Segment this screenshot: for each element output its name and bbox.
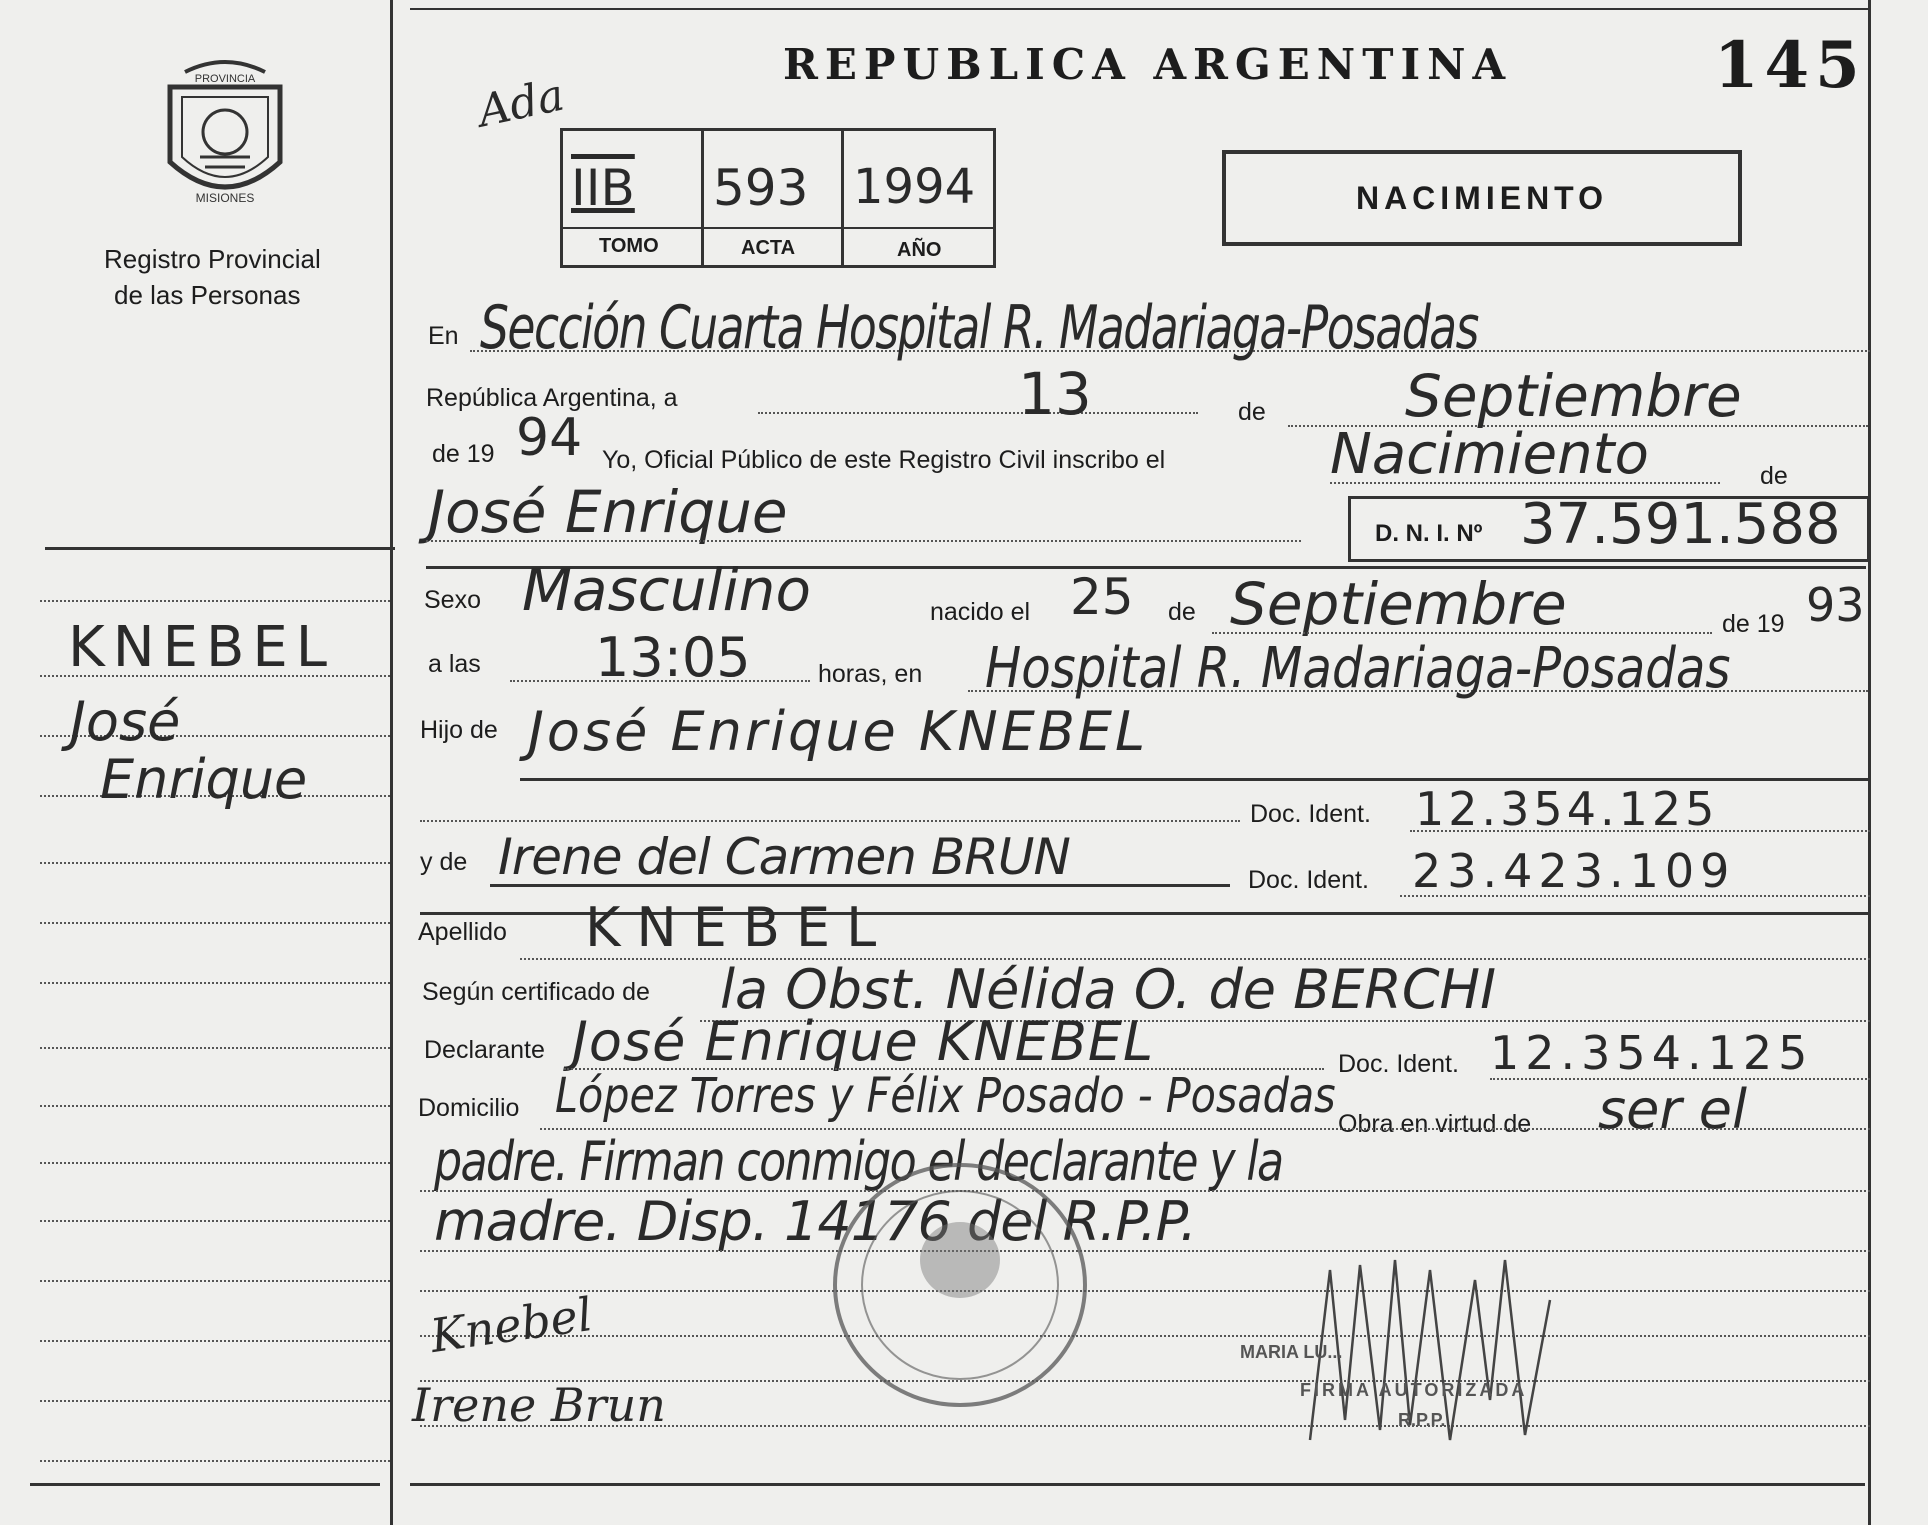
birth-day: 25 (1070, 568, 1134, 626)
de19-label2: de 19 (1722, 610, 1785, 638)
horas-label: horas, en (818, 660, 923, 688)
left-divider-top (45, 547, 395, 550)
left-dotline (40, 922, 390, 924)
office-name-line2: de las Personas (114, 280, 301, 310)
de-label3: de (1168, 598, 1196, 626)
left-dotline (40, 1220, 390, 1222)
observation-dotline (420, 1250, 1870, 1252)
act-dotline (1330, 482, 1720, 484)
left-dotline (40, 982, 390, 984)
father-doc: 12.354.125 (1415, 782, 1719, 836)
sexo-value: Masculino (522, 556, 811, 624)
registry-box-divider (701, 131, 704, 268)
mother-doc-dotline (1400, 895, 1870, 897)
docident-label: Doc. Ident. (1250, 800, 1371, 828)
svg-text:PROVINCIA: PROVINCIA (194, 73, 256, 85)
anio-label: AÑO (897, 239, 942, 261)
father-doc-dotline (1410, 830, 1870, 832)
month-value: Septiembre (1405, 362, 1742, 430)
de19-label: de 19 (432, 440, 495, 468)
margin-name1: José (70, 690, 181, 753)
folio-number: 145 (1714, 28, 1866, 103)
en-label: En (428, 322, 459, 350)
birth-time: 13:05 (595, 626, 751, 689)
left-dotline (40, 1047, 390, 1049)
bottom-divider (410, 1483, 1865, 1486)
act-value: Nacimiento (1330, 422, 1649, 487)
apellido-label: Apellido (418, 918, 507, 946)
certificate-type-box (1222, 150, 1742, 246)
mother-doc: 23.423.109 (1412, 844, 1736, 898)
stamp-firma: FIRMA AUTORIZADA (1300, 1380, 1528, 1400)
stamp-name: MARIA LU... (1240, 1342, 1343, 1362)
office-name-line1: Registro Provincial (104, 244, 321, 274)
acta-label: ACTA (741, 237, 796, 259)
docident-label2: Doc. Ident. (1248, 866, 1369, 894)
left-dotline (40, 1460, 390, 1462)
segun-value: la Obst. Nélida O. de BERCHI (720, 958, 1497, 1021)
signature-father: Knebel (427, 1286, 596, 1364)
tomo-label: TOMO (599, 235, 659, 257)
ada-note: Ada (473, 69, 569, 138)
birth-place: Hospital R. Madariaga-Posadas (985, 636, 1731, 701)
alas-label: a las (428, 650, 481, 678)
mother-name: Irene del Carmen BRUN (498, 828, 1070, 886)
dni-value: 37.591.588 (1520, 492, 1841, 557)
left-divider-bottom (30, 1483, 380, 1486)
birth-year: 93 (1806, 578, 1865, 632)
left-dotline (40, 1280, 390, 1282)
dni-label: D. N. I. Nº (1375, 520, 1483, 547)
left-dotline (40, 600, 390, 602)
domicilio-value: López Torres y Félix Posado - Posadas (555, 1068, 1336, 1124)
nacido-label: nacido el (930, 598, 1031, 626)
father-dotline (420, 820, 1240, 822)
de-label: de (1238, 398, 1266, 426)
province-seal-icon (150, 52, 300, 212)
margin-name2: Enrique (100, 748, 308, 811)
obra-label: Obra en virtud de (1338, 1110, 1532, 1138)
docident-label3: Doc. Ident. (1338, 1050, 1459, 1078)
day-dotline (758, 412, 1198, 414)
signature-mother: Irene Brun (412, 1378, 666, 1432)
obra-value: ser el (1598, 1078, 1747, 1141)
left-dotline (40, 1400, 390, 1402)
observation-dotline (420, 1290, 1870, 1292)
declarante-label: Declarante (424, 1036, 545, 1064)
father-name: José Enrique KNEBEL (528, 700, 1149, 763)
svg-text:MISIONES: MISIONES (195, 191, 255, 205)
declarante-doc: 12.354.125 (1490, 1026, 1814, 1080)
yde-label: y de (420, 848, 468, 876)
left-border-line (390, 0, 393, 1525)
right-border-line (1868, 0, 1871, 1525)
de-label2: de (1760, 462, 1788, 490)
birth-month: Septiembre (1230, 570, 1567, 638)
republica-label: República Argentina, a (426, 384, 678, 412)
observation-dotline (420, 1335, 1870, 1337)
en-value: Sección Cuarta Hospital R. Madariaga-Posadas (480, 293, 1478, 363)
observation-line2: madre. Disp. 14176 del R.P.P. (434, 1190, 1196, 1253)
father-line (520, 778, 1870, 781)
certificate-type: NACIMIENTO (1355, 180, 1609, 216)
declarante-value: José Enrique KNEBEL (572, 1010, 1155, 1073)
hijo-label: Hijo de (420, 716, 498, 744)
apellido-value: KNEBEL (585, 896, 893, 959)
registry-box-divider (841, 131, 844, 268)
country-title: REPUBLICA ARGENTINA (783, 40, 1513, 89)
top-border-line (410, 8, 1868, 10)
mother-line (490, 884, 1230, 887)
birth-dotline (1212, 632, 1712, 634)
stamp-rpp: R.P.P. (1398, 1410, 1446, 1430)
registry-box-rule (563, 227, 993, 229)
acta-value: 593 (713, 159, 809, 217)
left-dotline (40, 1340, 390, 1342)
observation-line1: padre. Firman conmigo el declarante y la (434, 1130, 1283, 1193)
tomo-value: IIB (571, 159, 635, 217)
person-name: José Enrique (428, 478, 788, 546)
official-stamp-icon (820, 1150, 1100, 1420)
left-dotline (40, 862, 390, 864)
domicilio-label: Domicilio (418, 1094, 520, 1122)
margin-surname: KNEBEL (68, 615, 335, 680)
left-dotline (40, 1105, 390, 1107)
left-dotline (40, 1162, 390, 1164)
person-name-dotline (426, 540, 1301, 542)
anio-value: 1994 (853, 159, 976, 215)
registry-box (560, 128, 996, 268)
day-value: 13 (1018, 360, 1092, 428)
segun-label: Según certificado de (422, 978, 650, 1006)
yo-label: Yo, Oficial Público de este Registro Civil inscribo el (602, 446, 1166, 474)
sexo-label: Sexo (424, 586, 481, 614)
year-value: 94 (516, 408, 583, 468)
